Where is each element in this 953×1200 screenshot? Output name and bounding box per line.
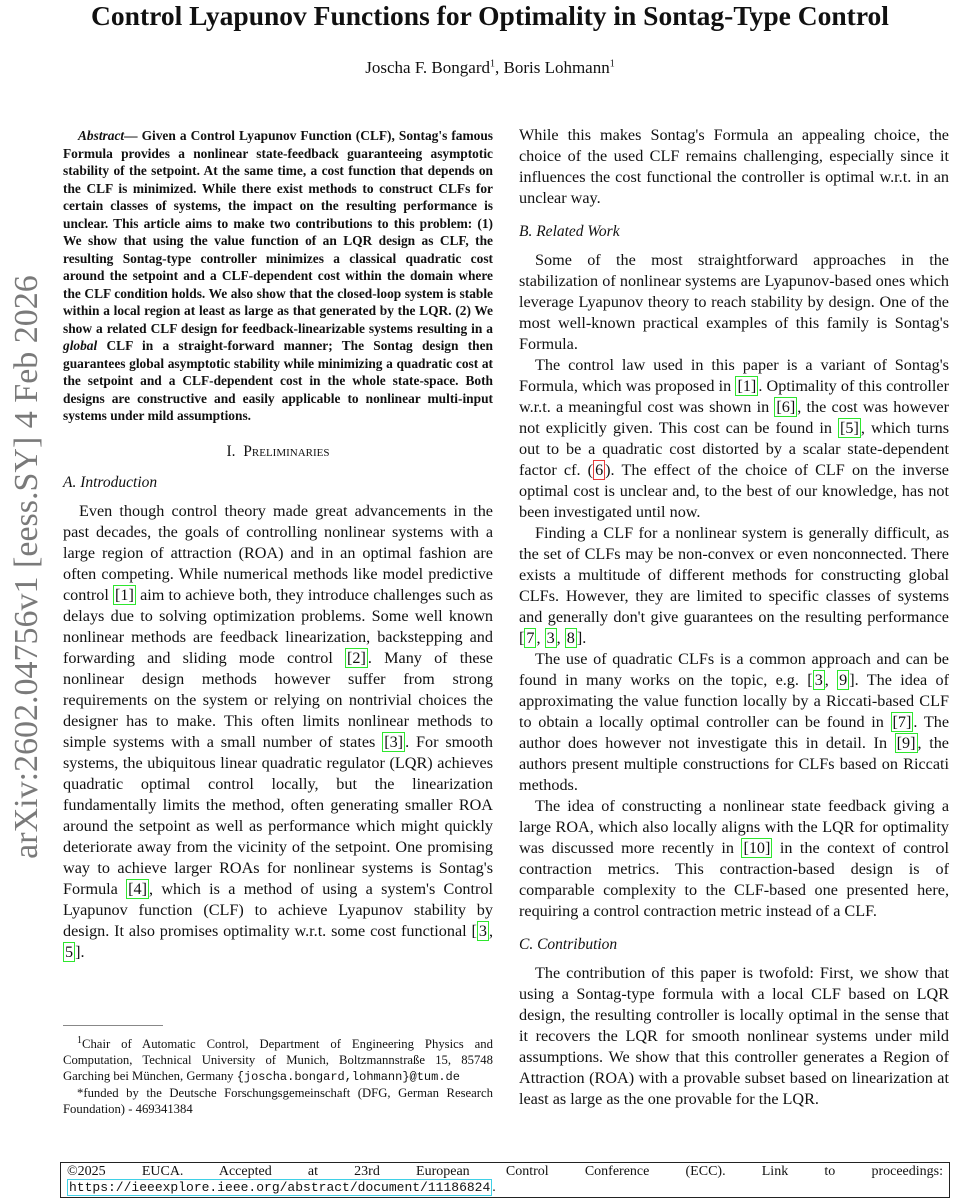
intro-text: , which is a method of using a system's Control Lyapunov function (CLF) to achieve Lyapunov stability by design. It also promises optimality w.r.t. some cost functional [ (63, 879, 493, 940)
intro-text: . For smooth systems, the ubiquitous linear quadratic regulator (LQR) achieves quadratic optimal control locally, but the linearization fundamentally limits the method, often generating smaller ROA around the setpoint as well as performance which might quickly deteriorate away from the vicinity of the setpoint. One promising way to achieve larger ROAs for nonlinear systems is Sontag's Formula (63, 732, 493, 898)
rw-text: . Optimality of this controller w.r.t. a meaningful cost was shown in (519, 377, 950, 416)
rw-text: , the authors present multiple constructions for CLFs based on Riccati methods. (519, 734, 949, 794)
citation-link[interactable]: 3 (546, 629, 555, 647)
right-intro-paragraph: While this makes Sontag's Formula an appealing choice, the choice of the used CLF remains challenging, especially since it influences the cost functional the controller is optimal w.r.t. in an unclear way. (519, 126, 949, 207)
left-column (63, 127, 493, 963)
rw-text: , (536, 629, 545, 647)
related-work-paragraph-1: Some of the most straightforward approaches in the stabilization of nonlinear systems are Lyapunov-based ones which leverage Lyapunov theory to reach stability by design. One of the most well-known practical examples of this family is Sontag's Formula. (519, 251, 949, 353)
author-1: Joscha F. Bongard (365, 58, 490, 77)
author-line (40, 58, 940, 78)
section-title: Preliminaries (243, 442, 330, 460)
contribution-paragraph: The contribution of this paper is twofold: First, we show that using a Sontag-type formula with a local CLF based on LQR design, the resulting controller is locally optimal in the sense that it recovers the LQR for smooth nonlinear systems under mild assumptions. We show that this controller generates a Region of Attraction (ROA) with a provable subset based on linearization at least as large as the one provable for the LQR. (519, 964, 949, 1108)
rw-text: ]. (576, 629, 587, 647)
abstract-text-1: Given a Control Lyapunov Function (CLF), Sontag's famous Formula provides a nonlinear state-feedback guaranteeing asymptotic stability of the setpoint. At the same time, a cost function that depends on the CLF is minimized. While there exist methods to construct CLFs for certain classes of systems, the impact on the resulting performance is unclear. This article aims to make two contributions to this problem: (1) We show that using the value function of an LQR design as CLF, the resulting Sontag-type controller minimizes a classical quadratic cost around the setpoint and a CLF-dependent cost within the domain where the CLF condition holds. We also show that the closed-loop system is stable within a local region at least as large as that generated by the LQR. (2) We show a related CLF design for feedback-linearizable systems resulting in a (63, 128, 493, 336)
citation-link[interactable]: 5 (65, 942, 74, 961)
citation-link[interactable]: 8 (566, 629, 575, 647)
intro-paragraph (63, 501, 493, 963)
related-work-paragraph-4 (519, 649, 949, 796)
footnotes (63, 1033, 493, 1117)
intro-text: ]. (75, 942, 85, 961)
rw-text: , (556, 629, 565, 647)
rw-text: ]. The idea of approximating the value function locally by a Riccati-based CLF to obtain a locally optimal controller can be found in (519, 671, 950, 731)
related-work-paragraph-3 (519, 523, 949, 649)
citation-link[interactable]: [3] (384, 732, 404, 751)
proceedings-link[interactable]: https://ieeexplore.ieee.org/abstract/document/11186824 (69, 1180, 491, 1195)
section-number: I. (226, 442, 236, 460)
intro-text: aim to achieve both, they introduce challenges such as delays due to solving optimization problems. Some well known nonlinear methods are feedback linearization, backstepping and forwarding and sliding mode control (63, 585, 493, 667)
arxiv-identifier: arXiv:2602.04756v1 [eess.SY] 4 Feb 2026 (8, 275, 45, 859)
author-separator: , (494, 58, 504, 77)
footnote-affiliation (63, 1033, 493, 1085)
rw-text: ). The effect of the choice of CLF on the inverse optimal cost is unclear and, to the best of our knowledge, has not been investigated until now. (519, 461, 949, 521)
abstract-text-2: CLF in a straight-forward manner; The Sontag design then guarantees global asymptotic stability while minimizing a quadratic cost at the setpoint and a CLF-dependent cost in the whole state-space. Both designs are constructive and easily applicable to nonlinear multi-input systems under mild assumptions. (63, 338, 493, 423)
citation-link[interactable]: 3 (478, 921, 487, 940)
footnote-email: {joscha.bongard,lohmann}@tum.de (236, 1070, 460, 1085)
related-work-paragraph-5 (519, 796, 949, 922)
abstract-label: Abstract (78, 128, 125, 143)
footnote-funding: *funded by the Deutsche Forschungsgemeinschaft (DFG, German Research Foundation) - 469341384 (63, 1086, 493, 1117)
section-heading-preliminaries (63, 441, 493, 462)
citation-link[interactable]: [2] (347, 648, 366, 667)
rw-text: , (824, 671, 838, 689)
citation-link[interactable]: [5] (840, 419, 859, 437)
copyright-footer (60, 1162, 950, 1198)
citation-link[interactable]: [1] (115, 585, 134, 604)
intro-text: , (488, 921, 493, 940)
rw-text: , the cost was however not explicitly given. This cost can be found in (519, 398, 950, 437)
citation-link[interactable]: [4] (128, 879, 148, 898)
citation-link[interactable]: 3 (814, 671, 823, 689)
rw-text: The use of quadratic CLFs is a common approach and can be found in many works on the topic, e.g. [ (519, 650, 949, 689)
rw-text: , which turns out to be a quadratic cost distorted by a scalar state-dependent factor cf. ( (519, 419, 950, 479)
rw-text: Finding a CLF for a nonlinear system is generally difficult, as the set of CLFs may be non-convex or even nonconnected. There exists a multitude of different methods for constructing global CLFs. However, they are limited to specific classes of systems and generally don't give guarantees on the resulting performance [ (519, 524, 949, 647)
footnote-marker: 1 (77, 1035, 82, 1046)
footnote-affiliation-text: Chair of Automatic Control, Department of Engineering Physics and Computation, Technical University of Munich, Boltzmannstraße 15, 85748 Garching bei München, Germany (63, 1037, 493, 1084)
intro-text: . Many of these nonlinear design methods however suffer from strong requirements on the system or relying on nontrivial choices the designer has to make. This often limits nonlinear methods to simple systems with a small number of states (63, 648, 493, 751)
equation-link[interactable]: 6 (595, 461, 604, 479)
author-2-affiliation: 1 (609, 58, 615, 70)
abstract-dash: — (124, 128, 142, 143)
author-1-affiliation: 1 (489, 58, 495, 70)
author-2: Boris Lohmann (503, 58, 610, 77)
abstract (63, 127, 493, 425)
rw-text: The idea of constructing a nonlinear state feedback giving a large ROA, which also locally aligns with the LQR for optimality was discussed more recently in (519, 797, 949, 857)
citation-link[interactable]: 7 (526, 629, 535, 647)
intro-text: Even though control theory made great advancements in the past decades, the goals of controlling nonlinear systems with a large region of attraction (ROA) and in an optimal fashion are often competing. While numerical methods like model predictive control (63, 501, 493, 604)
subsection-heading-related-work: B. Related Work (519, 223, 620, 240)
footer-text: . (492, 1180, 496, 1195)
citation-link[interactable]: [7] (892, 713, 912, 731)
right-column (519, 125, 949, 1110)
related-work-paragraph-2 (519, 355, 949, 523)
citation-link[interactable]: 9 (839, 671, 848, 689)
subsection-heading-introduction: A. Introduction (63, 473, 158, 491)
rw-text: in the context of control contraction metrics. This contraction-based design is of comparable complexity to the CLF-based one presented here, requiring a control contraction metric instead of a CLF. (519, 839, 949, 920)
citation-link[interactable]: [9] (896, 734, 916, 752)
subsection-heading-contribution: C. Contribution (519, 936, 618, 953)
citation-link[interactable]: [1] (737, 377, 757, 395)
rw-text: The control law used in this paper is a variant of Sontag's Formula, which was proposed in (519, 356, 949, 395)
footnote-rule (63, 1025, 163, 1026)
citation-link[interactable]: [6] (776, 398, 796, 416)
footer-text: ©2025 EUCA. Accepted at 23rd European Control Conference (ECC). Link to proceedings: (67, 1164, 943, 1179)
citation-link[interactable]: [10] (743, 839, 771, 857)
paper-title: Control Lyapunov Functions for Optimality in Sontag-Type Control (91, 0, 889, 31)
abstract-emphasis: global (63, 338, 98, 353)
rw-text: . The author does however not investigate this in detail. In (519, 713, 950, 752)
